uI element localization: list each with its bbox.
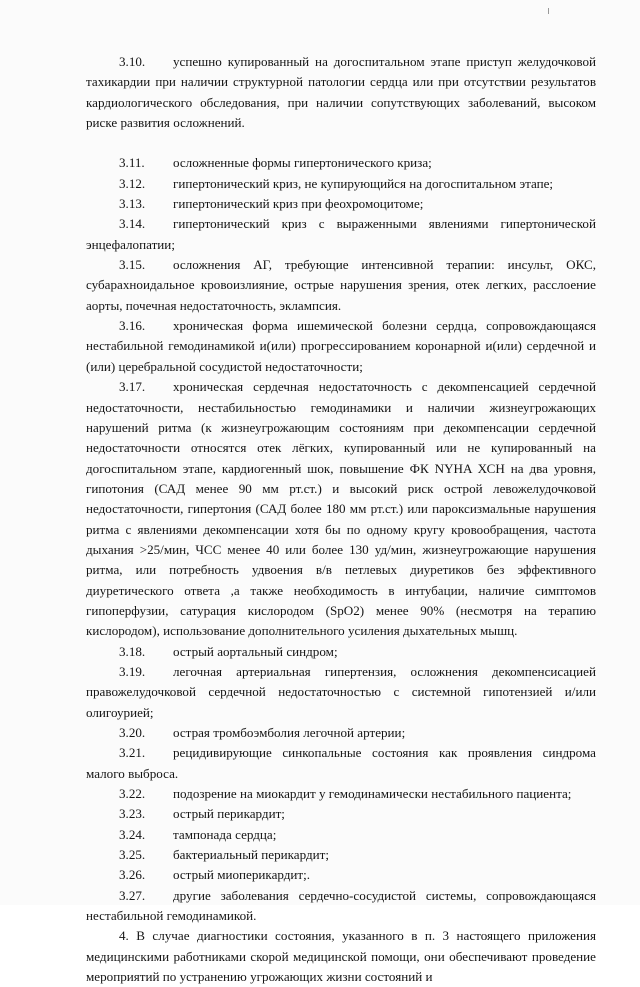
item-text: гипертонический криз с выраженными явлениями гипертонической энцефалопатии; bbox=[86, 216, 596, 252]
item-text: гипертонический криз, не купирующийся на догоспитальном этапе; bbox=[173, 175, 554, 191]
item-number: 3.14. bbox=[119, 216, 146, 232]
document-body bbox=[86, 52, 596, 987]
list-item bbox=[86, 52, 596, 133]
paragraph-4: 4. В случае диагностики состояния, указанного в п. 3 настоящего приложения медицинскими работниками скорой медицинской помощи, они обеспечивают проведение мероприятий по устранению угрожающих жизни состояний и bbox=[86, 928, 596, 985]
list-item bbox=[86, 743, 596, 784]
list-block-a bbox=[86, 52, 596, 133]
item-number: 3.20. bbox=[119, 725, 146, 740]
list-item bbox=[86, 825, 596, 845]
list-item bbox=[86, 642, 596, 662]
list-item bbox=[86, 377, 596, 641]
item-number: 3.10. bbox=[119, 54, 146, 69]
list-item bbox=[86, 845, 596, 865]
item-number: 3.27. bbox=[119, 887, 146, 903]
list-item bbox=[86, 153, 596, 173]
list-block-b bbox=[86, 153, 596, 926]
list-item bbox=[86, 886, 596, 927]
list-item bbox=[86, 194, 596, 214]
item-text: острая тромбоэмболия легочной артерии; bbox=[173, 725, 406, 740]
item-text: хроническая форма ишемической болезни сердца, сопровождающаяся нестабильной гемодинамикой и(или) прогрессированием коронарной и(или) сердечной и (или) церебральной сосудистой недостаточности; bbox=[86, 318, 596, 374]
item-number: 3.23. bbox=[119, 806, 146, 822]
item-number: 3.17. bbox=[119, 379, 146, 395]
item-number: 3.19. bbox=[119, 663, 146, 679]
item-text: хроническая сердечная недостаточность с декомпенсацией сердечной недостаточности, нестабильностью гемодинамики и наличии жизнеугрожающих нарушений ритма (к жизнеугрожающим состояниям при декомпенсации сердечной недостаточности относятся отек лёгких, купированный или не купированный на догоспитальном этапе, кардиогенный шок, повышение ФК NYHA ХСН на два уровня, гипотония (САД менее 90 мм рт.ст.) и высокий риск острой левожелудочковой недостаточности, гипертония (САД более 180 мм рт.ст.) или пароксизмальные нарушения ритма с явлениями декомпенсации хотя бы по одному кругу кровообращения, частота дыхания >25/мин, ЧСС менее 40 или более 130 уд/мин, жизнеугрожающие нарушения ритма, или потребность удвоения в/в петлевых диуретиков без эффективного диуретического ответа ,а также необходимость в интубации, наличие симптомов гипоперфузии, сатурация кислородом (SpO2) менее 90% (несмотря на терапию кислородом), использование дополнительного усиления дыхательных мышц. bbox=[86, 379, 596, 639]
list-item bbox=[86, 723, 596, 743]
scan-artifact bbox=[548, 8, 549, 14]
list-item bbox=[86, 214, 596, 255]
list-item bbox=[86, 174, 596, 194]
item-number: 3.22. bbox=[119, 786, 146, 802]
list-item bbox=[86, 662, 596, 723]
item-text: острый перикардит; bbox=[173, 806, 285, 822]
item-number: 3.15. bbox=[119, 257, 146, 273]
item-text: бактериальный перикардит; bbox=[173, 847, 330, 863]
item-number: 3.26. bbox=[119, 867, 146, 883]
list-item bbox=[86, 316, 596, 377]
item-text: тампонада сердца; bbox=[173, 826, 277, 842]
item-number: 3.21. bbox=[119, 745, 146, 761]
item-text: легочная артериальная гипертензия, осложнения декомпенсисацией правожелудочковой сердечной недостаточностью с системной гипотензией и/или олигоурией; bbox=[86, 663, 596, 720]
item-number: 3.12. bbox=[119, 175, 146, 191]
list-item bbox=[86, 804, 596, 824]
item-text: острый аортальный синдром; bbox=[173, 643, 338, 659]
item-text: рецидивирующие синкопальные состояния как проявления синдрома малого выброса. bbox=[86, 745, 596, 781]
item-text: успешно купированный на догоспитальном этапе приступ желудочковой тахикардии при наличии структурной патологии сердца или при отсутствии результатов кардиологического обследования, при наличии сопутствующих заболеваний, высоком риске развития осложнений. bbox=[86, 54, 596, 131]
item-text: гипертонический криз при феохромоцитоме; bbox=[173, 196, 424, 212]
item-number: 3.24. bbox=[119, 826, 146, 842]
item-text: подозрение на миокардит у гемодинамически нестабильного пациента; bbox=[173, 786, 572, 802]
item-text: другие заболевания сердечно-сосудистой системы, сопровождающаяся нестабильной гемодинамикой. bbox=[86, 887, 596, 924]
list-item bbox=[86, 255, 596, 316]
paragraph-gap bbox=[86, 133, 596, 153]
item-number: 3.11. bbox=[119, 155, 145, 171]
list-item bbox=[86, 865, 596, 885]
item-text: острый миоперикардит;. bbox=[173, 867, 311, 883]
item-number: 3.18. bbox=[119, 643, 146, 659]
item-text: осложненные формы гипертонического криза; bbox=[173, 155, 432, 171]
item-number: 3.25. bbox=[119, 847, 146, 863]
item-text: осложнения АГ, требующие интенсивной терапии: инсульт, ОКС, субарахноидальное кровоизлияние, острые нарушения зрения, отек легких, расслоение аорты, почечная недостаточность, эклампсия. bbox=[86, 257, 596, 313]
list-item bbox=[86, 784, 596, 804]
item-number: 3.16. bbox=[119, 318, 146, 334]
item-number: 3.13. bbox=[119, 196, 146, 212]
